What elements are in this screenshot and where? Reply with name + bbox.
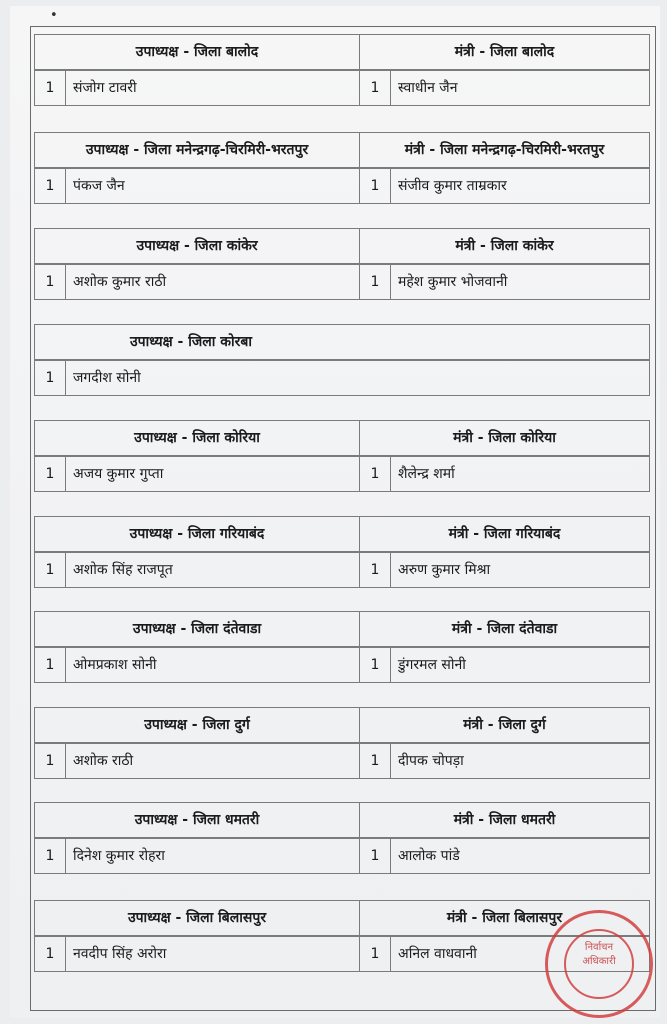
serial-number: 1 xyxy=(360,71,391,105)
vice-president-cell xyxy=(34,838,360,874)
header-row xyxy=(34,324,650,360)
header-row xyxy=(34,420,650,456)
secretary-name: डुंगरमल सोनी xyxy=(398,657,466,673)
secretary-name: शैलेन्द्र शर्मा xyxy=(398,466,455,482)
secretary-cell xyxy=(359,552,650,588)
serial-number: 1 xyxy=(360,839,391,873)
secretary-heading: मंत्री - जिला कांकेर xyxy=(359,228,650,264)
name-row xyxy=(34,456,650,492)
secretary-name: अरुण कुमार मिश्रा xyxy=(398,562,491,578)
secretary-cell xyxy=(359,264,650,300)
secretary-cell xyxy=(359,838,650,874)
header-row xyxy=(34,611,650,647)
vice-president-name: पंकज जैन xyxy=(73,178,125,194)
secretary-heading: मंत्री - जिला दुर्ग xyxy=(359,707,650,743)
secretary-heading: मंत्री - जिला गरियाबंद xyxy=(359,516,650,552)
vice-president-cell xyxy=(34,168,360,204)
official-seal-stamp xyxy=(545,910,653,1018)
serial-number: 1 xyxy=(35,169,66,203)
secretary-name: स्वाधीन जैन xyxy=(398,80,458,96)
vice-president-cell xyxy=(34,552,360,588)
vice-president-name: संजोग टावरी xyxy=(73,80,137,96)
vice-president-cell xyxy=(34,456,360,492)
header-row xyxy=(34,516,650,552)
name-row xyxy=(34,264,650,300)
serial-number: 1 xyxy=(360,553,391,587)
seal-line-2: अधिकारी xyxy=(582,956,616,967)
vice-president-heading: उपाध्यक्ष - जिला मनेन्द्रगढ़-चिरमिरी-भरतपुर xyxy=(34,132,360,168)
secretary-heading: मंत्री - जिला दंतेवाडा xyxy=(359,611,650,647)
secretary-name: दीपक चोपड़ा xyxy=(398,753,464,769)
serial-number: 1 xyxy=(35,71,66,105)
header-row xyxy=(34,34,650,70)
vice-president-cell xyxy=(34,360,650,396)
vice-president-heading: उपाध्यक्ष - जिला बालोद xyxy=(34,34,360,70)
seal-line-1: निर्वाचन xyxy=(584,942,614,953)
header-row xyxy=(34,228,650,264)
secretary-cell xyxy=(359,168,650,204)
serial-number: 1 xyxy=(360,744,391,778)
vice-president-name: अशोक राठी xyxy=(73,753,134,769)
vice-president-heading: उपाध्यक्ष - जिला दंतेवाडा xyxy=(34,611,360,647)
vice-president-heading: उपाध्यक्ष - जिला बिलासपुर xyxy=(34,900,360,936)
secretary-heading: मंत्री - जिला बिलासपुर xyxy=(359,900,650,936)
secretary-heading: मंत्री - जिला मनेन्द्रगढ़-चिरमिरी-भरतपुर xyxy=(359,132,650,168)
vice-president-name: अशोक सिंह राजपूत xyxy=(73,562,173,578)
serial-number: 1 xyxy=(35,457,66,491)
header-row xyxy=(34,132,650,168)
vice-president-cell xyxy=(34,743,360,779)
serial-number: 1 xyxy=(35,553,66,587)
secretary-heading: मंत्री - जिला बालोद xyxy=(359,34,650,70)
serial-number: 1 xyxy=(360,457,391,491)
secretary-cell xyxy=(359,647,650,683)
vice-president-name: अजय कुमार गुप्ता xyxy=(73,466,164,482)
header-row xyxy=(34,707,650,743)
name-row xyxy=(34,743,650,779)
vice-president-heading: उपाध्यक्ष - जिला कांकेर xyxy=(34,228,360,264)
secretary-name: अनिल वाधवानी xyxy=(398,946,477,962)
secretary-cell xyxy=(359,456,650,492)
secretary-cell xyxy=(359,743,650,779)
vice-president-heading: उपाध्यक्ष - जिला दुर्ग xyxy=(34,707,360,743)
serial-number: 1 xyxy=(360,169,391,203)
vice-president-heading: उपाध्यक्ष - जिला कोरबा xyxy=(34,324,650,360)
serial-number: 1 xyxy=(35,648,66,682)
vice-president-heading: उपाध्यक्ष - जिला कोरिया xyxy=(34,420,360,456)
serial-number: 1 xyxy=(360,648,391,682)
header-row xyxy=(34,802,650,838)
name-row xyxy=(34,552,650,588)
vice-president-heading: उपाध्यक्ष - जिला गरियाबंद xyxy=(34,516,360,552)
vice-president-name: दिनेश कुमार रोहरा xyxy=(73,848,165,864)
name-row xyxy=(34,70,650,106)
serial-number: 1 xyxy=(35,744,66,778)
serial-number: 1 xyxy=(35,937,66,971)
vice-president-heading: उपाध्यक्ष - जिला धमतरी xyxy=(34,802,360,838)
serial-number: 1 xyxy=(360,265,391,299)
secretary-heading: मंत्री - जिला धमतरी xyxy=(359,802,650,838)
vice-president-cell xyxy=(34,647,360,683)
vice-president-cell xyxy=(34,936,360,972)
secretary-name: संजीव कुमार ताम्रकार xyxy=(398,178,507,194)
name-row xyxy=(34,838,650,874)
serial-number: 1 xyxy=(360,937,391,971)
seal-text xyxy=(548,941,650,969)
vice-president-cell xyxy=(34,264,360,300)
vice-president-name: ओमप्रकाश सोनी xyxy=(73,657,157,673)
serial-number: 1 xyxy=(35,265,66,299)
vice-president-name: नवदीप सिंह अरोरा xyxy=(73,946,167,962)
serial-number: 1 xyxy=(35,361,66,395)
name-row xyxy=(34,647,650,683)
vice-president-cell xyxy=(34,70,360,106)
vice-president-name: अशोक कुमार राठी xyxy=(73,274,167,290)
secretary-cell xyxy=(359,70,650,106)
serial-number: 1 xyxy=(35,839,66,873)
secretary-heading: मंत्री - जिला कोरिया xyxy=(359,420,650,456)
corner-mark: • xyxy=(50,8,58,23)
name-row xyxy=(34,168,650,204)
vice-president-name: जगदीश सोनी xyxy=(73,370,141,386)
secretary-name: आलोक पांडे xyxy=(398,848,460,864)
name-row xyxy=(34,360,650,396)
secretary-name: महेश कुमार भोजवानी xyxy=(398,274,508,290)
